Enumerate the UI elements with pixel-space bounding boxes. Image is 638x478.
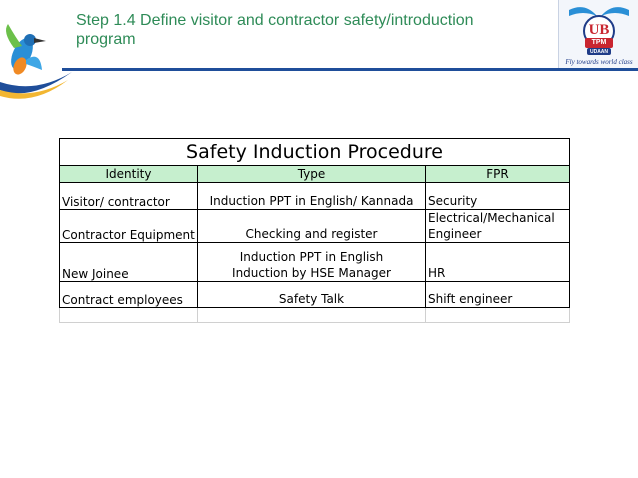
bird-logo-icon <box>0 20 72 106</box>
table-header-row <box>60 166 570 183</box>
safety-induction-table <box>59 138 569 323</box>
slide-title: Step 1.4 Define visitor and contractor safety/introduction program <box>76 12 474 48</box>
table-row <box>60 183 570 210</box>
cell-type <box>198 183 426 210</box>
table-row <box>60 282 570 308</box>
cell-fpr-line: HR <box>428 266 446 280</box>
table-row <box>60 243 570 282</box>
cell-type-line: Induction by HSE Manager <box>232 266 391 280</box>
cell-type-line: Safety Talk <box>278 292 345 306</box>
cell-fpr-line: Electrical/Mechanical <box>428 211 555 225</box>
title-divider <box>62 68 638 71</box>
empty-table-row <box>60 308 570 323</box>
logo-udaan-text: UDAAN <box>589 49 609 55</box>
cell-fpr <box>426 243 570 282</box>
cell-fpr-line: Security <box>428 194 478 208</box>
column-header-type: Type <box>198 166 426 183</box>
table-caption: Safety Induction Procedure <box>60 139 570 166</box>
cell-fpr-line: Shift engineer <box>428 292 513 306</box>
cell-fpr <box>426 210 570 243</box>
cell-type <box>198 243 426 282</box>
logo-tagline: Fly towards world class <box>565 58 633 66</box>
cell-identity: Contractor Equipment <box>60 210 198 243</box>
udaan-logo <box>558 0 638 68</box>
column-header-fpr: FPR <box>426 166 570 183</box>
logo-tpm-text: TPM <box>591 39 607 46</box>
cell-identity: Visitor/ contractor <box>60 183 198 210</box>
empty-cell <box>198 308 426 323</box>
cell-type-line: Induction PPT in English <box>239 250 384 264</box>
empty-cell <box>60 308 198 323</box>
cell-identity: New Joinee <box>60 243 198 282</box>
cell-type <box>198 282 426 308</box>
table-row <box>60 210 570 243</box>
cell-type-line: Checking and register <box>245 227 378 241</box>
cell-fpr <box>426 282 570 308</box>
cell-fpr-line: Engineer <box>428 227 482 241</box>
logo-ub-text: UB <box>588 22 610 38</box>
cell-type-line: Induction PPT in English/ Kannada <box>209 194 414 208</box>
cell-type <box>198 210 426 243</box>
cell-identity: Contract employees <box>60 282 198 308</box>
column-header-identity: Identity <box>60 166 198 183</box>
empty-cell <box>426 308 570 323</box>
cell-fpr <box>426 183 570 210</box>
